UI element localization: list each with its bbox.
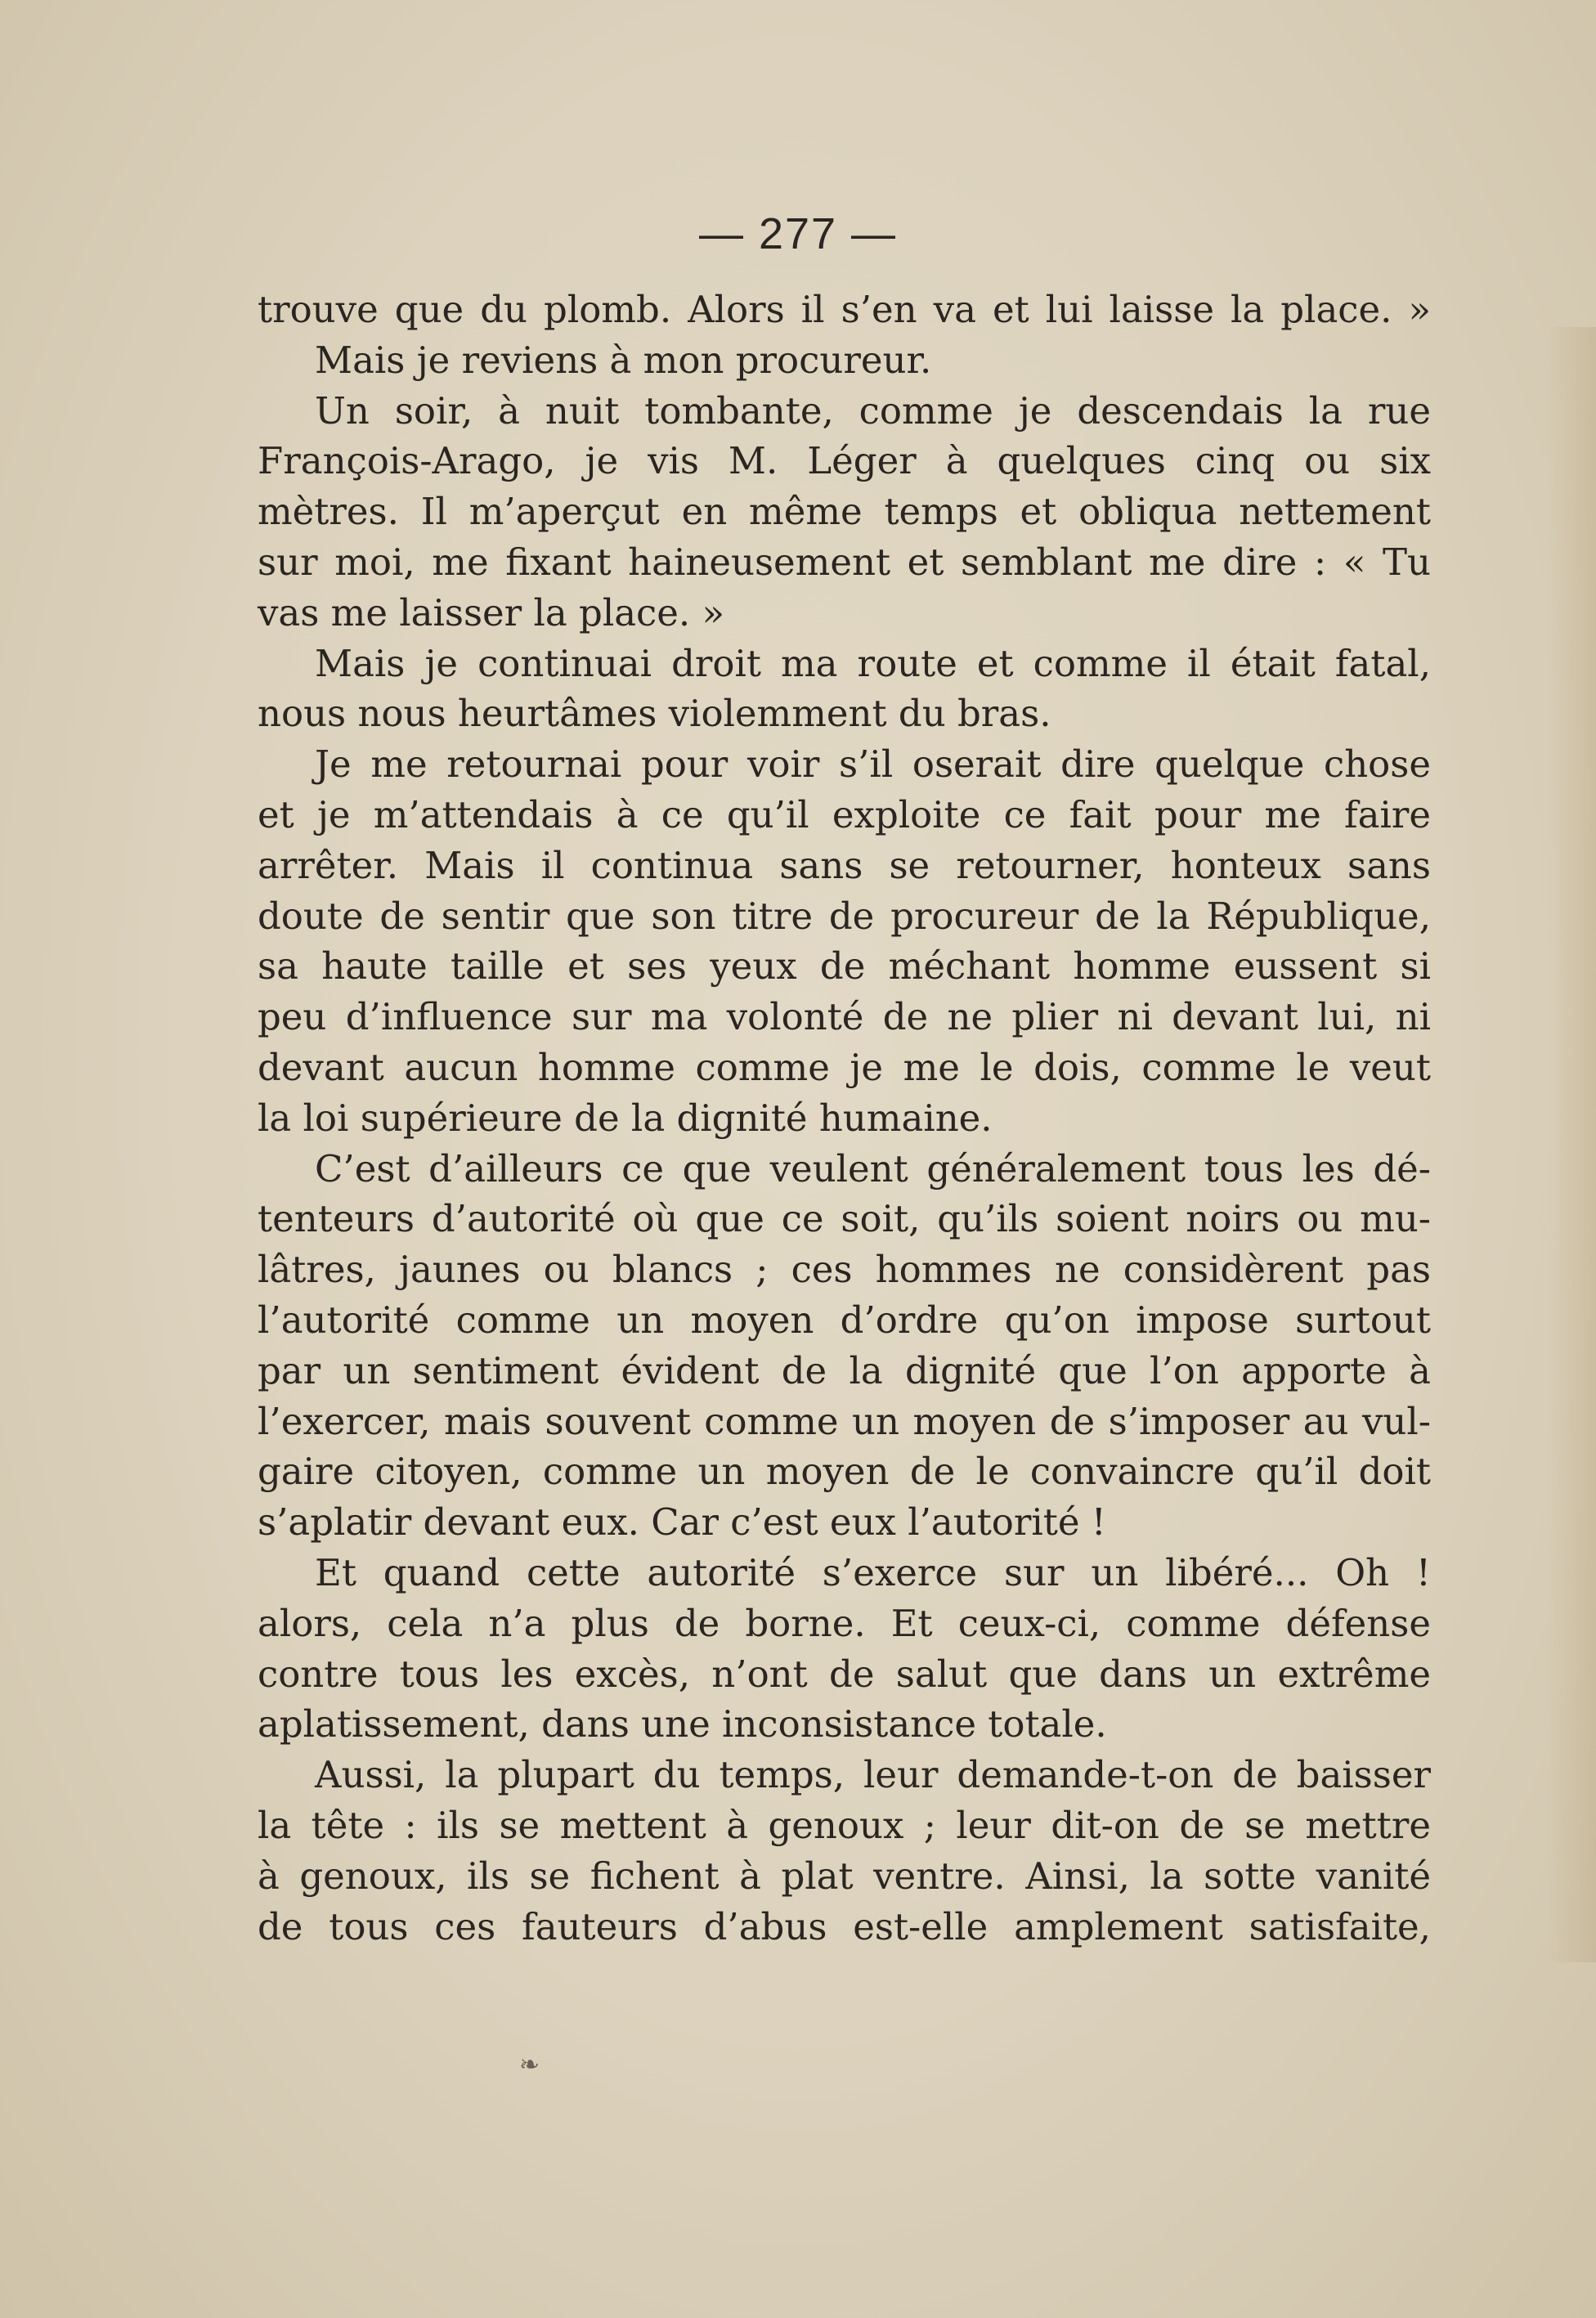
text-line: l’autorité comme un moyen d’ordre qu’on impose surtout — [258, 1298, 1431, 1342]
text-line: contre tous les excès, n’ont de salut que dans un extrême — [258, 1652, 1431, 1696]
text-line: Un soir, à nuit tombante, comme je descendais la rue — [315, 388, 1431, 433]
text-line: trouve que du plomb. Alors il s’en va et lui laisse la place. » — [258, 288, 1431, 331]
text-line: Et quand cette autorité s’exerce sur un libéré... Oh ! — [315, 1550, 1431, 1594]
text-line: François-Arago, je vis M. Léger à quelques cinq ou six — [258, 439, 1431, 483]
paragraph-7 — [258, 1750, 1431, 1952]
text-line: alors, cela n’a plus de borne. Et ceux-ci, comme défense — [258, 1601, 1431, 1645]
text-line: aplatissement, dans une inconsistance totale. — [258, 1702, 1107, 1746]
text-line: de tous ces fauteurs d’abus est-elle amplement satisfaite, — [258, 1904, 1431, 1948]
paragraph-6 — [258, 1548, 1431, 1750]
text-line: lâtres, jaunes ou blancs ; ces hommes ne considèrent pas — [258, 1248, 1431, 1292]
text-line: s’aplatir devant eux. Car c’est eux l’autorité ! — [258, 1500, 1106, 1545]
text-line: peu d’influence sur ma volonté de ne plier ni devant lui, ni — [258, 995, 1431, 1039]
page-number: — 277 — — [698, 209, 898, 258]
text-line: vas me laisser la place. » — [258, 590, 725, 634]
paragraph-3 — [258, 639, 1431, 740]
paragraph-2 — [258, 386, 1431, 639]
text-line: gaire citoyen, comme un moyen de le convaincre qu’il doit — [258, 1450, 1431, 1494]
page-edge-stain — [1547, 327, 1596, 1962]
text-line: tenteurs d’autorité où que ce soit, qu’ils soient noirs ou mu- — [258, 1197, 1431, 1241]
text-line: et je m’attendais à ce qu’il exploite ce fait pour me faire — [258, 792, 1431, 836]
paragraph-4 — [258, 739, 1431, 1143]
text-line: à genoux, ils se fichent à plat ventre. Ainsi, la sotte vanité — [258, 1854, 1431, 1898]
text-line: l’exercer, mais souvent comme un moyen de s’imposer au vul- — [258, 1399, 1431, 1443]
text-line: la tête : ils se mettent à genoux ; leur dit-on de se mettre — [258, 1803, 1431, 1847]
text-line: Mais je continuai droit ma route et comme il était fatal, — [315, 641, 1431, 685]
text-line: la loi supérieure de la dignité humaine. — [258, 1096, 993, 1140]
paragraph-5 — [258, 1144, 1431, 1548]
text-line: Je me retournai pour voir s’il oserait dire quelque chose — [315, 742, 1431, 787]
paragraph-1 — [258, 285, 1431, 386]
body-text — [258, 285, 1431, 1952]
text-line: Mais je reviens à mon procureur. — [315, 338, 932, 382]
text-line: doute de sentir que son titre de procureur de la République, — [258, 894, 1431, 938]
text-line: sur moi, me fixant haineusement et semblant me dire : « Tu — [258, 540, 1431, 584]
text-line: C’est d’ailleurs ce que veulent généralement tous les dé- — [315, 1146, 1431, 1190]
ornament-icon: ❧ — [519, 2051, 540, 2079]
text-line: par un sentiment évident de la dignité que l’on apporte à — [258, 1348, 1431, 1392]
text-line: Aussi, la plupart du temps, leur demande-t-on de baisser — [315, 1753, 1431, 1797]
text-line: arrêter. Mais il continua sans se retourner, honteux sans — [258, 843, 1431, 887]
text-line: devant aucun homme comme je me le dois, comme le veut — [258, 1045, 1431, 1089]
text-line: sa haute taille et ses yeux de méchant homme eussent si — [258, 944, 1431, 989]
text-line: nous nous heurtâmes violemment du bras. — [258, 692, 1051, 736]
text-line: mètres. Il m’aperçut en même temps et obliqua nettement — [258, 490, 1431, 534]
